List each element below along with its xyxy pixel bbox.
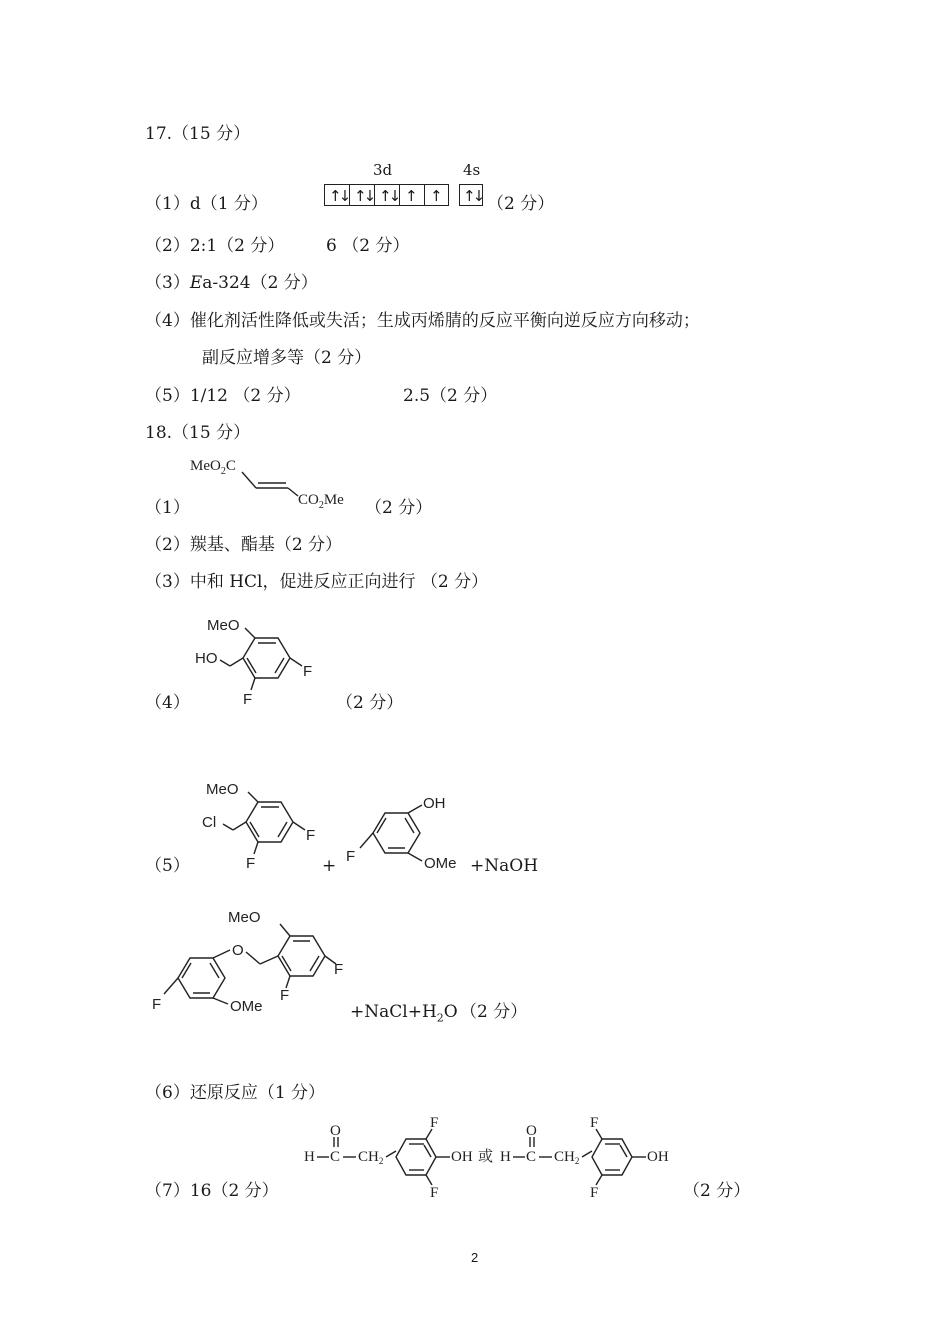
q17-part5-second: 2.5（2 分） bbox=[403, 386, 498, 406]
iso2-oh: OH bbox=[647, 1149, 669, 1165]
q17-header: 17.（15 分） bbox=[145, 124, 251, 144]
q17-part3-italic: E bbox=[189, 273, 203, 293]
q18-header: 18.（15 分） bbox=[145, 423, 251, 443]
prod-f2: F bbox=[280, 987, 290, 1004]
q17-part4-line1: （4）催化剂活性降低或失活；生成丙烯腈的反应平衡向逆反应方向移动； bbox=[145, 311, 700, 331]
q17-part3 bbox=[145, 275, 318, 292]
alcohol-structure bbox=[195, 608, 345, 708]
q18-part6: （6）还原反应（1 分） bbox=[145, 1083, 326, 1103]
iso1-oh: OH bbox=[451, 1149, 473, 1165]
iso1-f1: F bbox=[430, 1115, 439, 1131]
iso2-o: O bbox=[526, 1123, 537, 1139]
bc-f3: F bbox=[306, 827, 316, 844]
alc-meo: MeO bbox=[207, 617, 240, 634]
bc-meo: MeO bbox=[206, 781, 239, 798]
isomer-structures bbox=[300, 1115, 680, 1201]
q17-part5-label: （5）1/12 （2 分） bbox=[145, 386, 301, 406]
ether-product-structure bbox=[150, 900, 360, 1025]
q18-part2: （2）羰基、酯基（2 分） bbox=[145, 535, 343, 555]
q17-part1-score: （2 分） bbox=[487, 194, 555, 214]
phenol-f: F bbox=[346, 848, 356, 865]
q17-part2-second: 6 （2 分） bbox=[326, 236, 410, 256]
prod-f3: F bbox=[334, 961, 344, 978]
orbital-3d-label: 3d bbox=[373, 161, 393, 179]
page-number: 2 bbox=[471, 1250, 479, 1265]
iso2-f1: F bbox=[590, 1115, 599, 1131]
prod-text-sub: 2 bbox=[436, 1011, 444, 1025]
fumarate-structure bbox=[190, 452, 370, 512]
alc-f2: F bbox=[243, 691, 253, 708]
q17-part3-rest: a-324（2 分） bbox=[202, 273, 318, 293]
q17-part2-label: （2）2:1（2 分） bbox=[145, 236, 285, 256]
iso2-ch2: $CH_2$ bbox=[554, 1149, 580, 1166]
iso-or: 或 bbox=[478, 1149, 494, 1165]
iso2-f2: F bbox=[590, 1185, 599, 1201]
iso1-ch2: $CH_2$ bbox=[358, 1149, 384, 1166]
iso1-f2: F bbox=[430, 1185, 439, 1201]
iso1-o: O bbox=[330, 1123, 341, 1139]
phenol-ome: OMe bbox=[424, 855, 457, 872]
phenol-structure bbox=[340, 793, 480, 883]
orbital-3d-diagram: ↑↓ ↑↓ ↑↓ ↑ ↑ bbox=[324, 184, 449, 206]
q18-part5-naoh: +NaOH bbox=[470, 856, 539, 876]
phenol-oh: OH bbox=[423, 795, 446, 812]
q18-part5-score: （2 分） bbox=[460, 1002, 528, 1022]
bc-f2: F bbox=[246, 855, 256, 872]
iso2-c: C bbox=[526, 1149, 537, 1165]
prod-text-2: O bbox=[443, 1002, 458, 1022]
prod-text-1: +NaCl+H bbox=[350, 1002, 437, 1022]
iso1-h: H bbox=[304, 1149, 315, 1165]
alc-f3: F bbox=[303, 663, 313, 680]
mol-co2me: $CO_2Me$ bbox=[298, 492, 344, 511]
prod-ome: OMe bbox=[230, 998, 263, 1015]
bc-cl: Cl bbox=[202, 814, 217, 831]
iso2-h: H bbox=[500, 1149, 511, 1165]
q18-part5-products bbox=[350, 1004, 458, 1023]
q18-part7-label: （7）16（2 分） bbox=[145, 1181, 279, 1201]
q18-part7-score: （2 分） bbox=[683, 1181, 751, 1201]
orbital-4s-label: 4s bbox=[463, 161, 481, 179]
q18-part5-plus: + bbox=[322, 856, 337, 876]
prod-meo: MeO bbox=[228, 909, 261, 926]
q18-part5-label: （5） bbox=[145, 856, 190, 876]
q18-part4-score: （2 分） bbox=[336, 693, 404, 713]
prod-f1: F bbox=[152, 996, 162, 1013]
prod-o: O bbox=[232, 942, 244, 959]
mol-meo2c: MeO$_2$C bbox=[190, 458, 236, 477]
alc-ho: HO bbox=[195, 650, 218, 667]
q18-part1-label: （1） bbox=[145, 498, 190, 518]
q17-part4-line2: 副反应增多等（2 分） bbox=[202, 348, 372, 368]
orbital-4s-diagram: ↑↓ bbox=[459, 184, 483, 206]
iso1-c: C bbox=[330, 1149, 341, 1165]
q17-part3-label: （3） bbox=[145, 273, 190, 293]
q18-part1-score: （2 分） bbox=[365, 498, 433, 518]
q18-part3: （3）中和 HCl，促进反应正向进行 （2 分） bbox=[145, 572, 489, 592]
q18-part4-label: （4） bbox=[145, 693, 190, 713]
q17-part1-label: （1）d（1 分） bbox=[145, 194, 268, 214]
